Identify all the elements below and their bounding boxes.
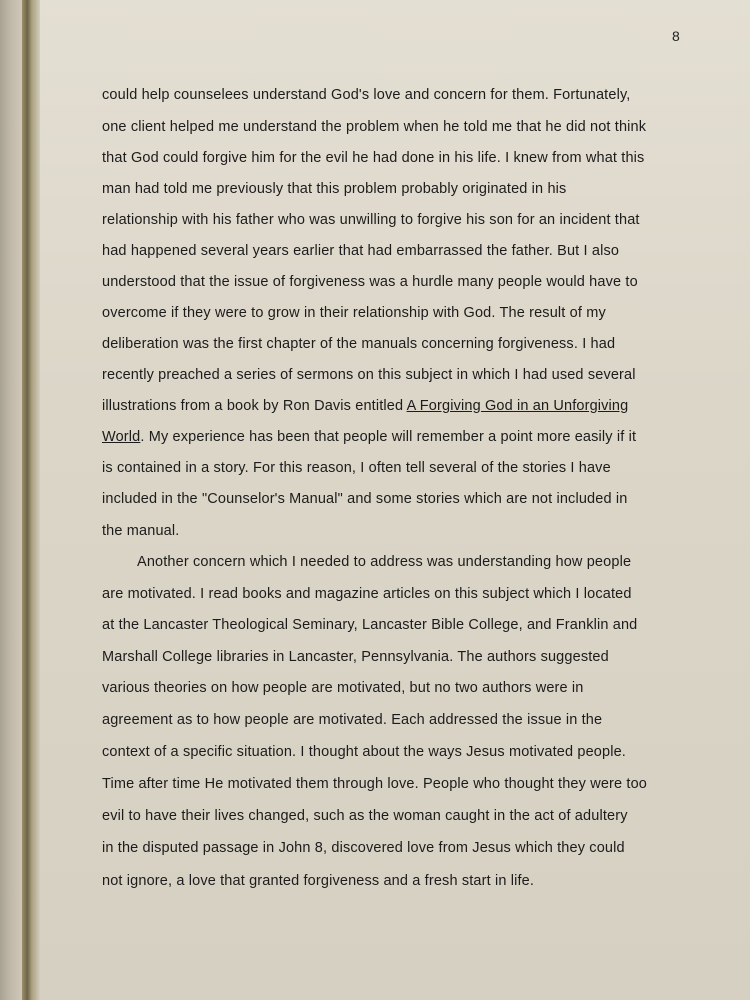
text-line-18: at the Lancaster Theological Seminary, Lancaster Bible College, and Franklin and [102, 617, 638, 633]
text-line-5: relationship with his father who was unwilling to forgive his son for an incident that [102, 212, 640, 228]
text-line-6: had happened several years earlier that had embarrassed the father. But I also [102, 243, 620, 259]
text-line-25: in the disputed passage in John 8, discovered love from Jesus which they could [102, 840, 625, 856]
text-line-2: one client helped me understand the problem when he told me that he did not think [102, 119, 647, 135]
text-line-8: overcome if they were to grow in their relationship with God. The result of my [102, 305, 606, 321]
text-line-11-pre: illustrations from a book by Ron Davis entitled [102, 398, 407, 414]
text-line-21: agreement as to how people are motivated. Each addressed the issue in the [102, 712, 603, 728]
text-line-20: various theories on how people are motivated, but no two authors were in [102, 680, 584, 696]
text-line-17: are motivated. I read books and magazine articles on this subject which I located [102, 586, 632, 602]
text-line-14: included in the "Counselor's Manual" and some stories which are not included in [102, 491, 628, 507]
text-line-19: Marshall College libraries in Lancaster, Pennsylvania. The authors suggested [102, 649, 609, 665]
text-line-10: recently preached a series of sermons on this subject in which I had used several [102, 367, 636, 383]
text-line-24: evil to have their lives changed, such as the woman caught in the act of adultery [102, 808, 628, 824]
page-number: 8 [672, 28, 681, 44]
text-line-16: Another concern which I needed to address was understanding how people [137, 554, 632, 570]
text-line-9: deliberation was the first chapter of the manuals concerning forgiveness. I had [102, 336, 616, 352]
text-line-23: Time after time He motivated them through love. People who thought they were too [102, 776, 648, 792]
text-line-1: could help counselees understand God's love and concern for them. Fortunately, [102, 87, 631, 103]
text-line-12-post: . My experience has been that people will remember a point more easily if it [140, 429, 637, 445]
text-line-7: understood that the issue of forgiveness was a hurdle many people would have to [102, 274, 638, 290]
text-line-11 [102, 398, 628, 414]
text-line-13: is contained in a story. For this reason, I often tell several of the stories I have [102, 460, 611, 476]
text-line-4: man had told me previously that this problem probably originated in his [102, 181, 567, 197]
book-title-part-2: World [102, 429, 141, 445]
text-line-15: the manual. [102, 523, 180, 539]
text-line-22: context of a specific situation. I thought about the ways Jesus motivated people. [102, 744, 626, 760]
book-binding-edge [0, 0, 22, 1000]
book-spine-shadow [22, 0, 40, 1000]
text-line-3: that God could forgive him for the evil he had done in his life. I knew from what this [102, 150, 645, 166]
book-title-part-1: A Forgiving God in an Unforgiving [406, 398, 629, 414]
text-line-26: not ignore, a love that granted forgiveness and a fresh start in life. [102, 873, 535, 889]
text-line-12 [102, 429, 636, 445]
